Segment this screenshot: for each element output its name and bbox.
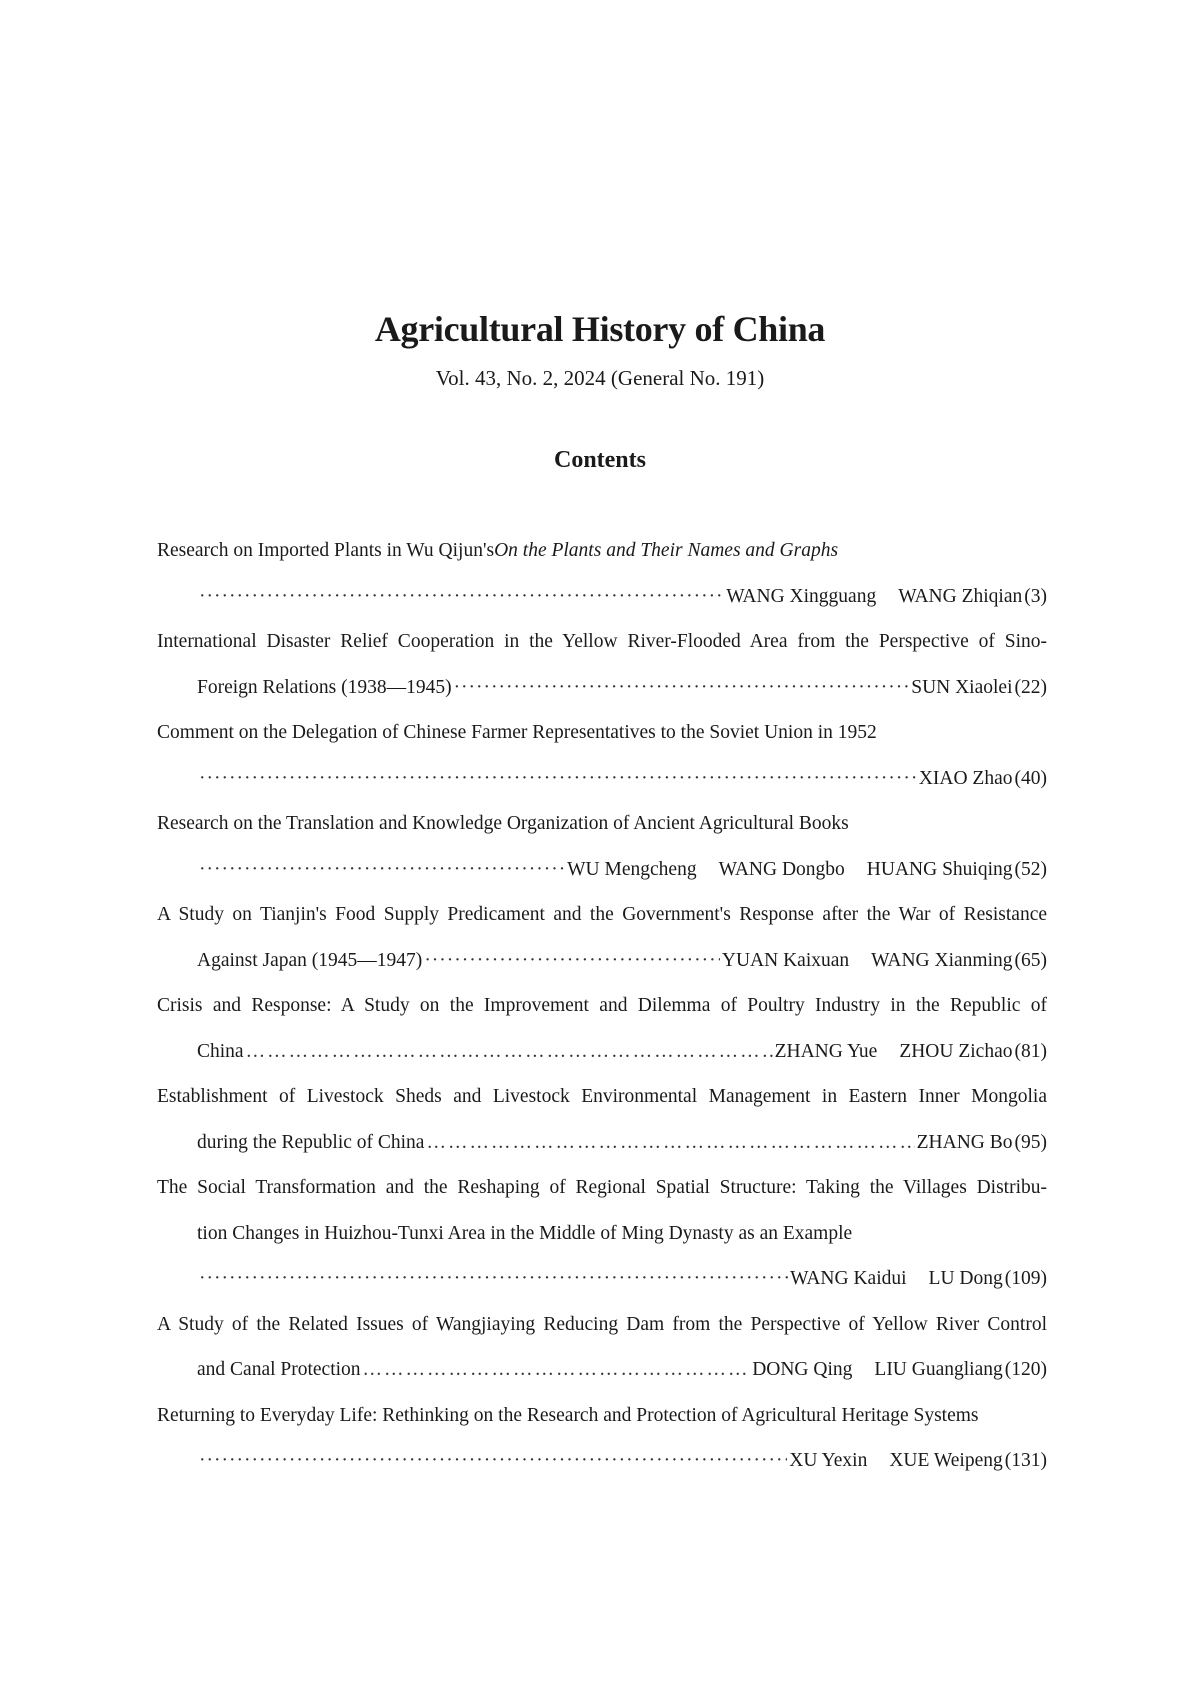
entry-author-line — [157, 756, 1047, 802]
entry-author-line — [157, 847, 1047, 893]
author-name: WANG Xianming — [871, 949, 1013, 971]
toc-entry — [157, 619, 1047, 710]
entry-title-text: The Social Transformation and the Reshaping of Regional Spatial Structure: Taking the Villages Distribu- — [157, 1177, 1047, 1198]
entry-title-text: Crisis and Response: A Study on the Improvement and Dilemma of Poultry Industry in the Republic of — [157, 995, 1047, 1016]
entry-authors — [775, 1029, 1013, 1075]
dot-leader — [199, 574, 724, 620]
entry-author-line — [157, 1347, 1047, 1393]
author-name: WANG Zhiqian — [898, 585, 1023, 607]
author-name: DONG Qing — [752, 1359, 853, 1380]
entry-title-line — [157, 983, 1047, 1029]
page-number: (120) — [1004, 1359, 1047, 1380]
entry-title-line — [157, 528, 1047, 574]
author-name: YUAN Kaixuan — [721, 949, 850, 971]
toc-entry — [157, 983, 1047, 1074]
entry-authors — [752, 1347, 1003, 1393]
entry-author-line — [157, 1256, 1047, 1302]
page-number: (3) — [1024, 585, 1047, 607]
dot-leader — [199, 847, 565, 893]
page-number: (131) — [1004, 1450, 1047, 1471]
entry-title-line — [157, 1211, 1047, 1257]
dot-leader — [199, 1256, 788, 1302]
entry-title-tail: Against Japan (1945—1947) — [197, 949, 423, 971]
page-number: (109) — [1004, 1268, 1047, 1289]
entry-author-line — [157, 1438, 1047, 1484]
author-name: WANG Xingguang — [726, 585, 877, 607]
author-name: XIAO Zhao — [918, 767, 1013, 789]
toc-entry — [157, 1074, 1047, 1165]
dot-leader — [426, 1120, 914, 1166]
toc-entry — [157, 892, 1047, 983]
author-name: ZHANG Yue — [774, 1040, 878, 1062]
toc-entry — [157, 1302, 1047, 1393]
author-name: WU Mengcheng — [567, 858, 697, 880]
entry-authors — [567, 847, 1012, 893]
dot-leader — [363, 1347, 751, 1393]
entry-authors — [726, 574, 1022, 620]
author-name: LU Dong — [928, 1268, 1003, 1289]
issue-line: Vol. 43, No. 2, 2024 (General No. 191) — [435, 366, 765, 390]
page-number: (65) — [1014, 949, 1047, 971]
toc-entry — [157, 1165, 1047, 1302]
entry-title-tail: during the Republic of China — [197, 1131, 425, 1153]
entry-title-text: Research on the Translation and Knowledge Organization of Ancient Agricultural Books — [157, 813, 849, 834]
entry-title-text: tion Changes in Huizhou-Tunxi Area in the Middle of Ming Dynasty as an Example — [197, 1222, 853, 1244]
toc-entry — [157, 801, 1047, 892]
dot-leader — [199, 1438, 787, 1484]
page-number: (22) — [1014, 676, 1047, 698]
toc-entry — [157, 1393, 1047, 1484]
page-number: (81) — [1014, 1040, 1047, 1062]
author-name: HUANG Shuiqing — [866, 858, 1013, 880]
entry-title-line — [157, 1165, 1047, 1211]
entry-title-italic: On the Plants and Their Names and Graphs — [494, 540, 839, 561]
dot-leader — [424, 938, 720, 984]
entry-title-line — [157, 710, 1047, 756]
entry-authors — [790, 1256, 1003, 1302]
entry-title-text: Establishment of Livestock Sheds and Livestock Environmental Management in Eastern Inner Mongolia — [157, 1086, 1047, 1107]
entry-authors — [911, 665, 1012, 711]
author-name: ZHOU Zichao — [899, 1040, 1013, 1062]
contents-heading: Contents — [553, 447, 646, 473]
author-name: SUN Xiaolei — [911, 676, 1013, 698]
entry-title-tail: and Canal Protection — [197, 1359, 361, 1380]
author-name: WANG Kaidui — [790, 1268, 907, 1289]
entry-authors — [919, 756, 1013, 802]
entry-title-tail: Foreign Relations (1938—1945) — [197, 676, 452, 698]
entry-title-line — [157, 619, 1047, 665]
entry-authors — [722, 938, 1013, 984]
entry-title-text: Returning to Everyday Life: Rethinking on the Research and Protection of Agricultural Heritage Systems — [157, 1404, 979, 1426]
toc-entry — [157, 710, 1047, 801]
dot-leader — [199, 756, 917, 802]
author-name: WANG Dongbo — [718, 858, 845, 880]
entry-title-text: Research on Imported Plants in Wu Qijun's — [157, 540, 495, 561]
entry-title-line — [157, 801, 1047, 847]
dot-leader — [454, 665, 910, 711]
entry-authors — [789, 1438, 1002, 1484]
entry-authors — [917, 1120, 1013, 1166]
entry-title-line — [157, 1302, 1047, 1348]
entry-author-line — [157, 938, 1047, 984]
entry-author-line — [157, 574, 1047, 620]
dot-leader — [246, 1029, 773, 1075]
journal-title: Agricultural History of China — [374, 309, 826, 349]
entry-title-text: A Study of the Related Issues of Wangjiaying Reducing Dam from the Perspective of Yellow River Control — [157, 1313, 1047, 1335]
entry-title-line — [157, 1393, 1047, 1439]
entry-author-line — [157, 1120, 1047, 1166]
entry-author-line — [157, 1029, 1047, 1075]
page-number: (40) — [1014, 767, 1047, 789]
entry-title-text: Comment on the Delegation of Chinese Farmer Representatives to the Soviet Union in 1952 — [157, 722, 877, 743]
entry-title-tail: China — [197, 1040, 244, 1062]
entry-title-text: A Study on Tianjin's Food Supply Predicament and the Government's Response after the War of Resistance — [157, 904, 1047, 925]
author-name: XU Yexin — [789, 1450, 868, 1471]
author-name: XUE Weipeng — [889, 1450, 1003, 1471]
author-name: LIU Guangliang — [874, 1359, 1003, 1380]
author-name: ZHANG Bo — [916, 1131, 1013, 1153]
entry-author-line — [157, 665, 1047, 711]
entry-title-text: International Disaster Relief Cooperation in the Yellow River-Flooded Area from the Perspective of Sino- — [157, 631, 1047, 652]
page-number: (52) — [1014, 858, 1047, 880]
table-of-contents — [157, 528, 1047, 1484]
entry-title-line — [157, 892, 1047, 938]
entry-title-line — [157, 1074, 1047, 1120]
toc-entry — [157, 528, 1047, 619]
page-number: (95) — [1014, 1131, 1047, 1153]
